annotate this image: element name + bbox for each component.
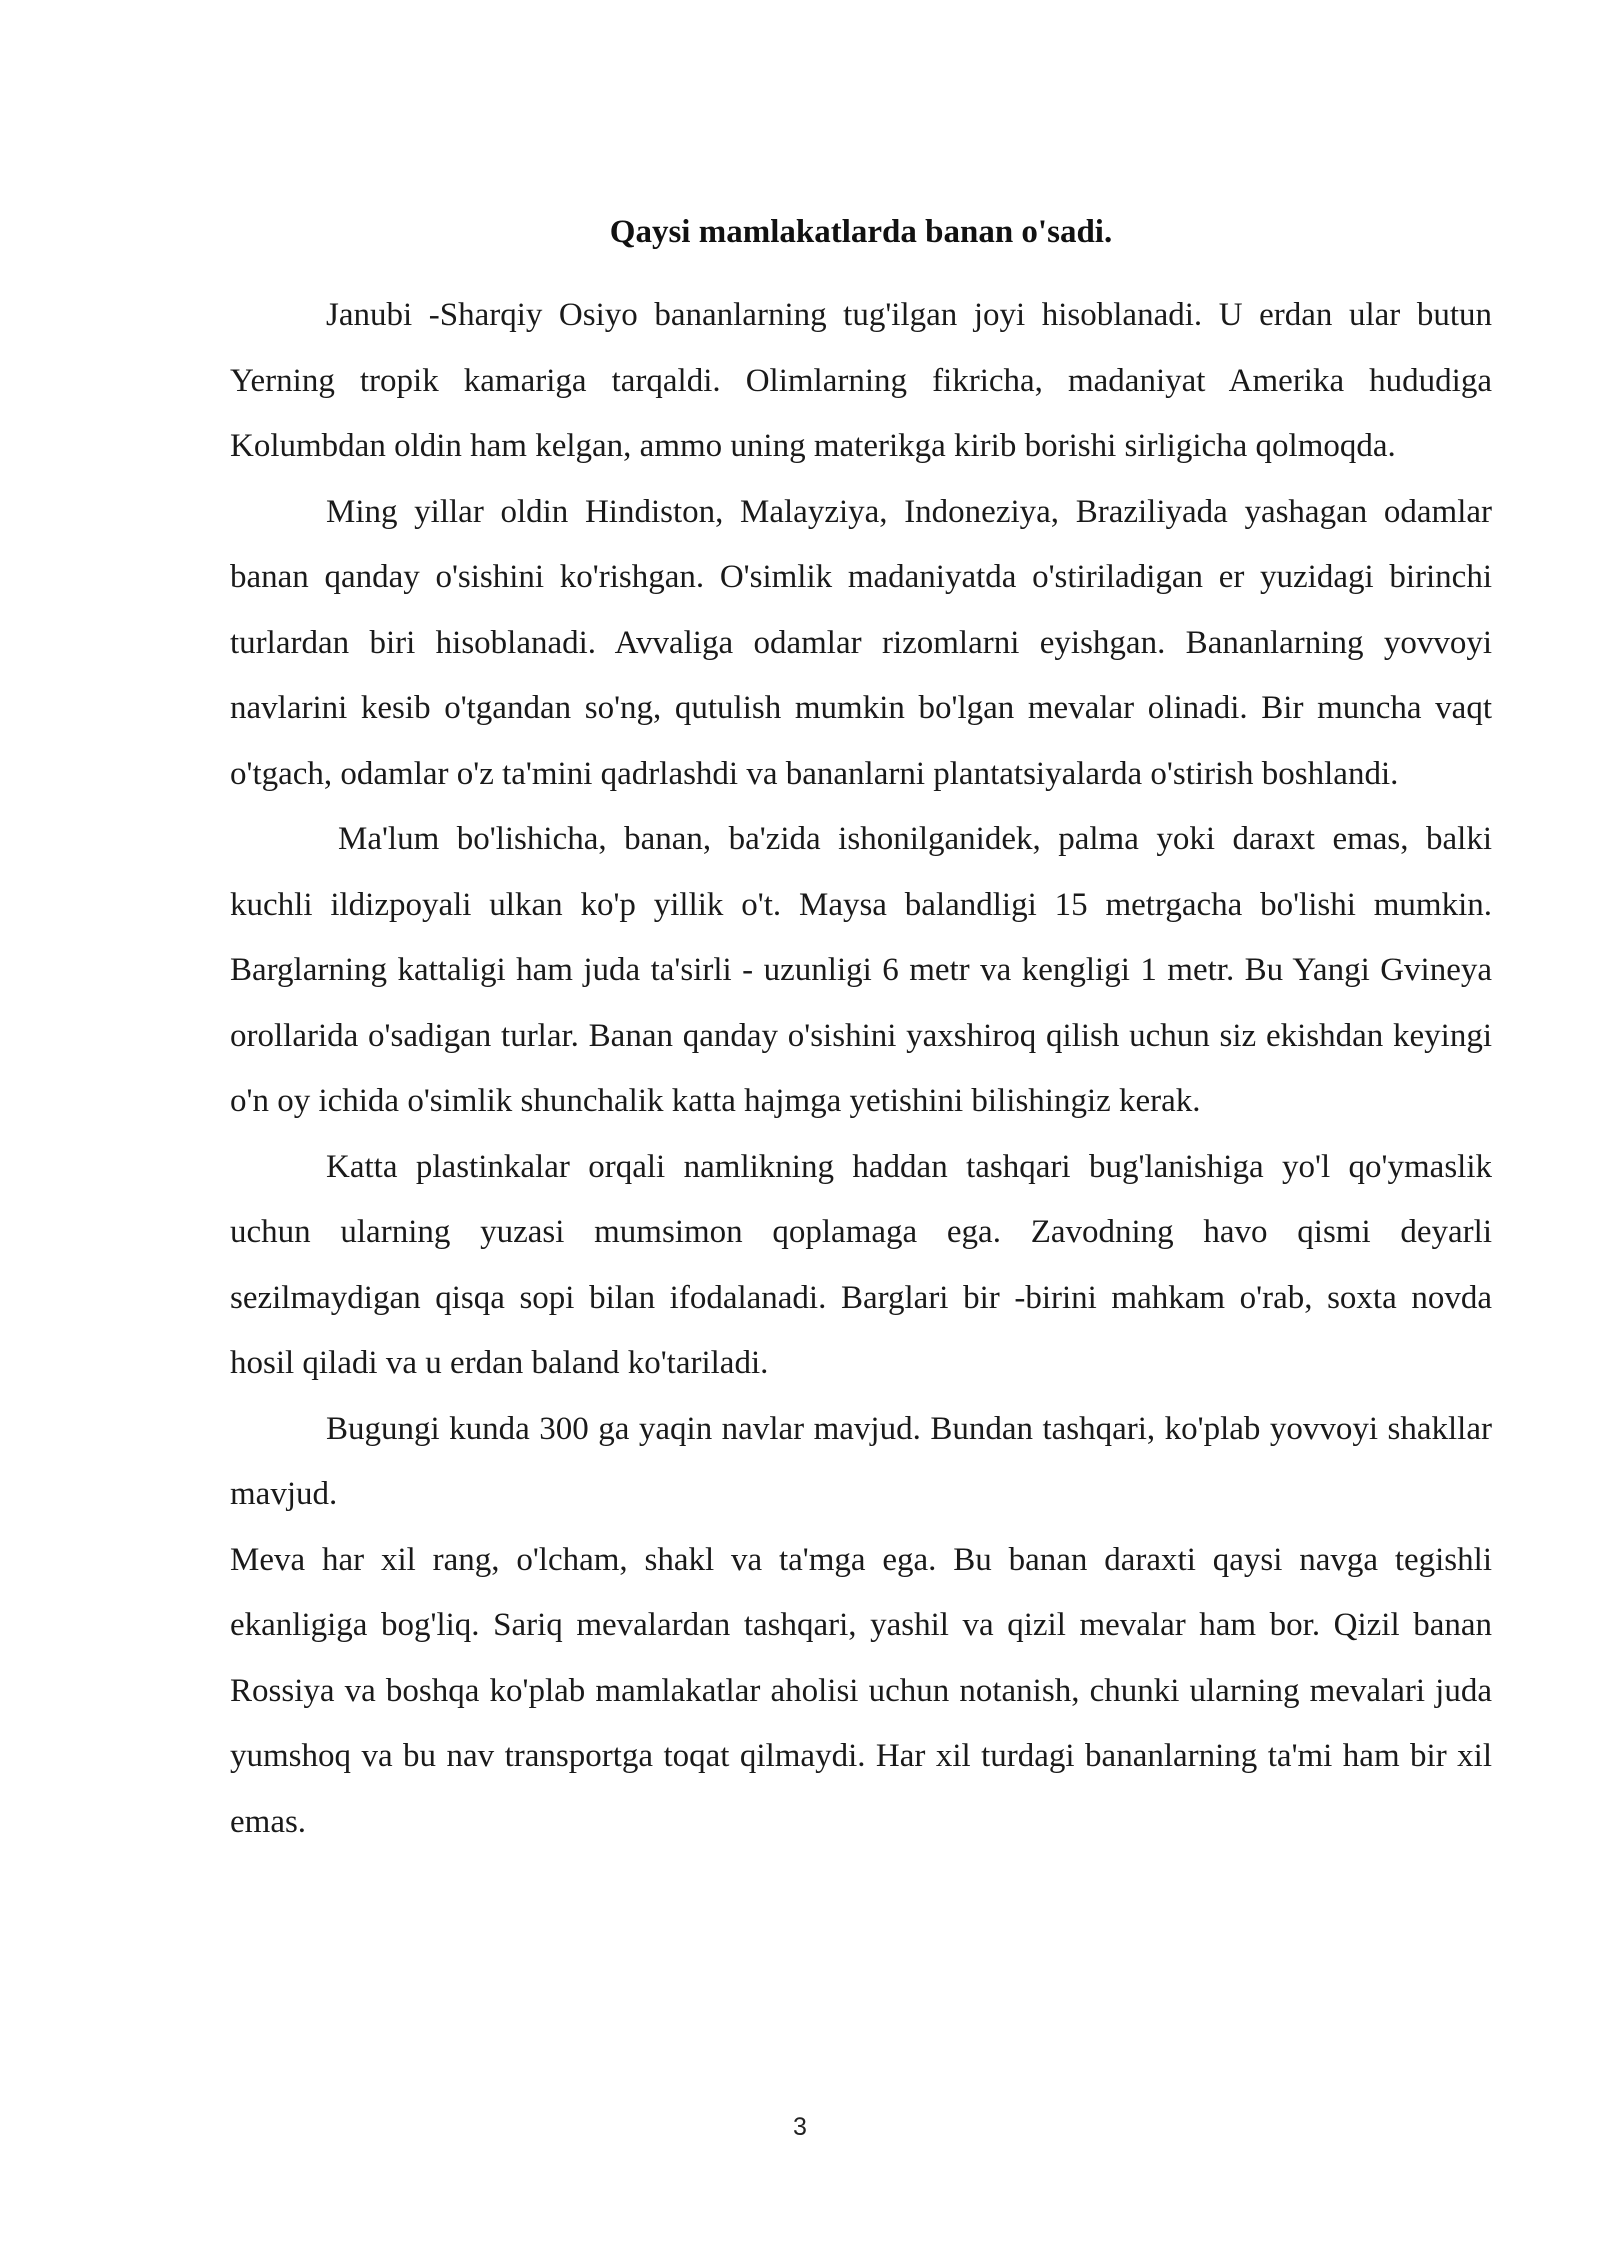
paragraph-6: Meva har xil rang, o'lcham, shakl va ta'mga ega. Bu banan daraxti qaysi navga tegishli ekanligiga bog'liq. Sariq mevalardan tashqari, yashil va qizil mevalar ham bor. Qizil banan Rossiya va boshqa ko'plab mamlakatlar aholisi uchun notanish, chunki ularning mevalari juda yumshoq va bu nav transportga toqat qilmaydi. Har xil turdagi bananlarning ta'mi ham bir xil emas.	[230, 1541, 1492, 1840]
paragraph-1: Janubi -Sharqiy Osiyo bananlarning tug'ilgan joyi hisoblanadi. U erdan ular butun Yerning tropik kamariga tarqaldi. Olimlarning fikricha, madaniyat Amerika hududiga Kolumbdan oldin ham kelgan, ammo uning materikga kirib borishi sirligicha qolmoqda.	[230, 297, 1492, 464]
paragraph-4: Katta plastinkalar orqali namlikning haddan tashqari bug'lanishiga yo'l qo'ymaslik uchun ularning yuzasi mumsimon qoplamaga ega. Zavodning havo qismi deyarli sezilmaydigan qisqa sopi bilan ifodalanadi. Barglari bir -birini mahkam o'rab, soxta novda hosil qiladi va u erdan baland ko'tariladi.	[230, 1148, 1492, 1381]
paragraph-2: Ming yillar oldin Hindiston, Malayziya, Indoneziya, Braziliyada yashagan odamlar banan qanday o'sishini ko'rishgan. O'simlik madaniyatda o'stiriladigan er yuzidagi birinchi turlardan biri hisoblanadi. Avvaliga odamlar rizomlarni eyishgan. Bananlarning yovvoyi navlarini kesib o'tgandan so'ng, qutulish mumkin bo'lgan mevalar olinadi. Bir muncha vaqt o'tgach, odamlar o'z ta'mini qadrlashdi va bananlarni plantatsiyalarda o'stirish boshlandi.	[230, 493, 1492, 792]
document-body	[230, 283, 1492, 1855]
page-number: 3	[793, 2113, 807, 2141]
paragraph-3: Ma'lum bo'lishicha, banan, ba'zida ishonilganidek, palma yoki daraxt emas, balki kuchli ildizpoyali ulkan ko'p yillik o't. Maysa balandligi 15 metrgacha bo'lishi mumkin. Barglarning kattaligi ham juda ta'sirli - uzunligi 6 metr va kengligi 1 metr. Bu Yangi Gvineya orollarida o'sadigan turlar. Banan qanday o'sishini yaxshiroq qilish uchun siz ekishdan keyingi o'n oy ichida o'simlik shunchalik katta hajmga yetishini bilishingiz kerak.	[230, 821, 1492, 1119]
paragraph-5: Bugungi kunda 300 ga yaqin navlar mavjud. Bundan tashqari, ko'plab yovvoyi shakllar mavjud.	[230, 1410, 1492, 1512]
page-title: Qaysi mamlakatlarda banan o'sadi.	[609, 214, 1113, 250]
